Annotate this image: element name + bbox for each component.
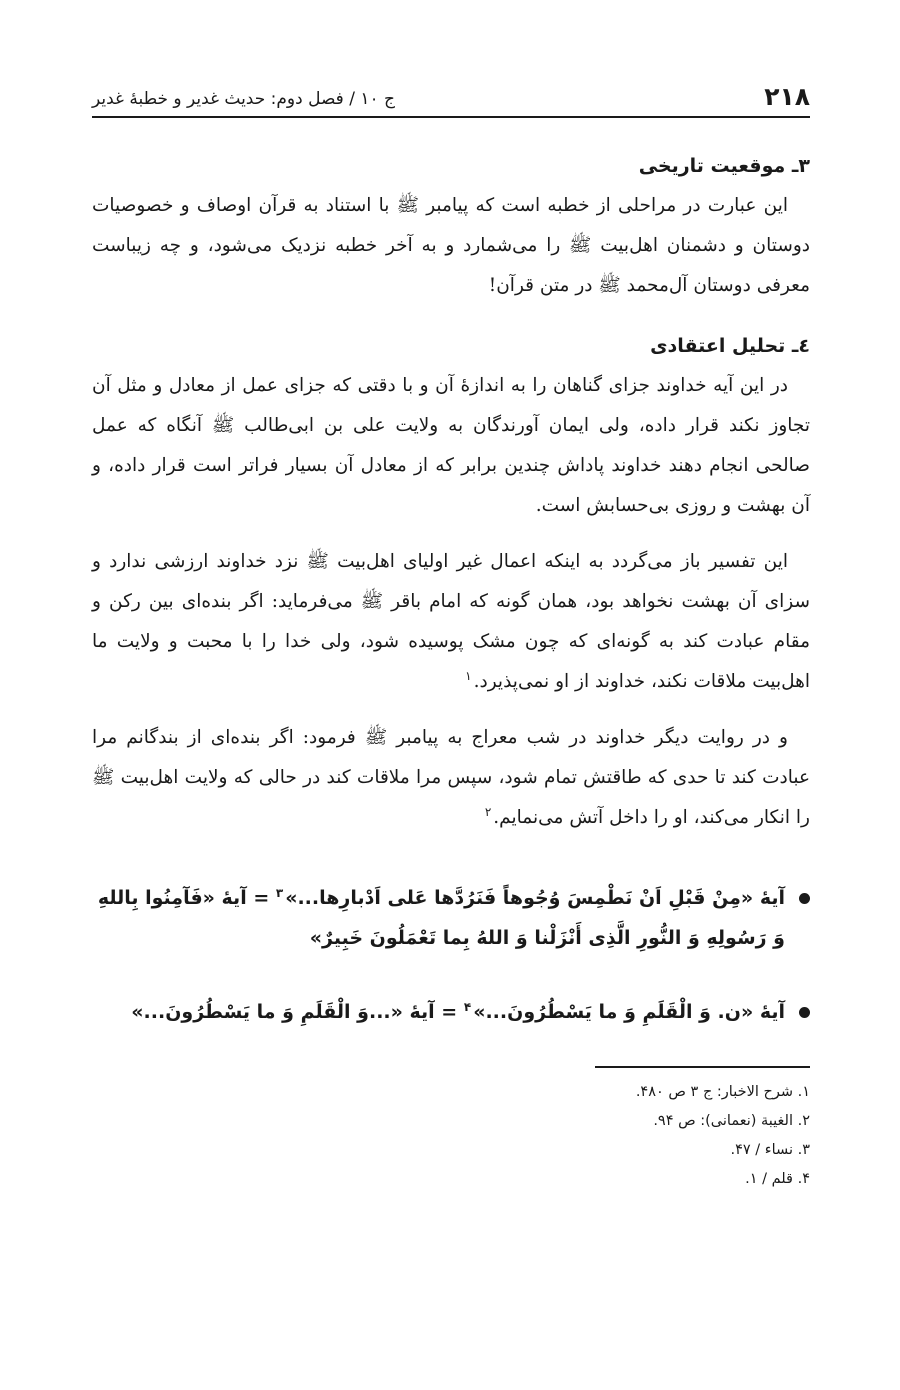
verse-bullet-equivalent: = آیهٔ «فَآمِنُوا بِاللهِ وَ رَسُولِهِ وَ النُّورِ الَّذِی أَنْزَلْنا وَ اللهُ بِما تَعْمَلُونَ خَبِیرٌ» <box>97 887 785 949</box>
section-heading-doctrinal-analysis: ٤ـ تحلیل اعتقادی <box>650 335 810 357</box>
footnote-4: ۴. قلم / ۱. <box>745 1171 810 1187</box>
footnote-2: ۲. الغیبة (نعمانی): ص ۹۴. <box>653 1113 810 1129</box>
footnote-ref-3[interactable]: ۳ <box>275 885 284 900</box>
paragraph-doctrinal-2 <box>92 542 810 702</box>
verse-bullet-text: آیهٔ «ن. وَ الْقَلَمِ وَ ما یَسْطُرُونَ...» <box>473 1001 785 1023</box>
verse-bullet-text: آیهٔ «مِنْ قَبْلِ اَنْ نَطْمِسَ وُجُوهاً فَنَرُدَّها عَلی اَدْبارِها...» <box>285 887 785 909</box>
paragraph-historical-position: این عبارت در مراحلی از خطبه است که پیامبر ﷺ با استناد به قرآن اوصاف و خصوصیات دوستان و دشمنان اهل‌بیت ﷺ را می‌شمارد و به آخر خطبه نزدیک می‌شود، و چه زیباست معرفی دوستان آل‌محمد ﷺ در متن قرآن! <box>92 195 810 296</box>
paragraph-doctrinal-1: در این آیه خداوند جزای گناهان را به اندازهٔ آن و با دقتی که جزای عمل از معادل و مثل آن تجاوز نکند قرار داده، ولی ایمان آورندگان به ولایت علی بن ابی‌طالب ﷺ آنگاه که عمل صالحی انجام دهند خداوند پاداش چندین برابر که از معادل آن بسیار فراتر است قرار داده، و آن بهشت و روزی بی‌حسابش است. <box>92 375 810 516</box>
running-head: ج ۱۰ / فصل دوم: حدیث غدیر و خطبهٔ غدیر <box>92 89 396 109</box>
verse-bullet <box>92 878 810 958</box>
section-heading-historical-position: ۳ـ موقعیت تاریخی <box>638 155 810 177</box>
footnote-1: ۱. شرح الاخبار: ج ۳ ص ۴۸۰. <box>635 1084 810 1100</box>
bullet-dot-icon <box>799 893 810 904</box>
footnote-3: ۳. نساء / ۴۷. <box>730 1142 810 1158</box>
paragraph-doctrinal-3-text: و در روایت دیگر خداوند در شب معراج به پیامبر ﷺ فرمود: اگر بنده‌ای از بندگانم مرا عبادت کند تا حدی که طاقتش تمام شود، سپس مرا ملاقات کند در حالی که ولایت اهل‌بیت ﷺ را انکار می‌کند، او را داخل آتش می‌نمایم. <box>92 727 810 828</box>
paragraph-doctrinal-3 <box>92 718 810 838</box>
footnote-ref-1[interactable]: ۱ <box>465 668 472 683</box>
footnotes <box>595 1066 810 1194</box>
page-number: ۲۱۸ <box>764 82 810 111</box>
book-page <box>92 60 810 1194</box>
verse-bullet <box>92 992 810 1032</box>
paragraph-doctrinal-2-text: این تفسیر باز می‌گردد به اینکه اعمال غیر اولیای اهل‌بیت ﷺ نزد خداوند ارزشی ندارد و سزای آن بهشت نخواهد بود، همان گونه که امام باقر ﷺ می‌فرماید: اگر بنده‌ای بین رکن و مقام عبادت کند به گونه‌ای که چون مشک پوسیده شود، ولی خدا را با محبت و ولایت ما اهل‌بیت ملاقات نکند، خداوند از او نمی‌پذیرد. <box>92 551 810 692</box>
bullet-dot-icon <box>799 1007 810 1018</box>
page-header <box>92 60 810 118</box>
verse-bullet-list <box>92 878 810 1032</box>
verse-bullet-equivalent: = آیهٔ «...وَ الْقَلَمِ وَ ما یَسْطُرُونَ...» <box>131 1001 464 1023</box>
footnote-ref-4[interactable]: ۴ <box>463 999 472 1014</box>
footnote-ref-2[interactable]: ۲ <box>484 804 492 819</box>
